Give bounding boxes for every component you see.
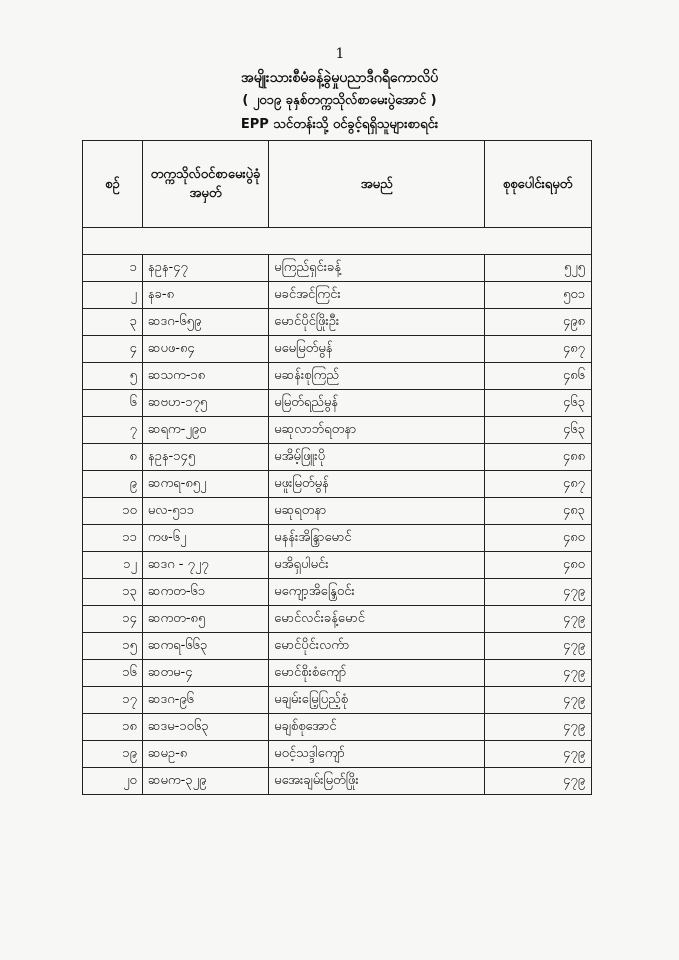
table-row (83, 579, 592, 606)
row-score: ၄၇၉ (485, 606, 592, 633)
row-score: ၄၆၃ (485, 417, 592, 444)
row-score: ၄၆၃ (485, 390, 592, 417)
table-row (83, 687, 592, 714)
row-name: မအိရှပါမင်း (269, 552, 485, 579)
row-no: ၁၂ (83, 552, 143, 579)
row-score: ၄၇၉ (485, 741, 592, 768)
table-row (83, 741, 592, 768)
row-no: ၂၀ (83, 768, 143, 795)
row-no: ၁၄ (83, 606, 143, 633)
row-no: ၁၃ (83, 579, 143, 606)
row-no: ၈ (83, 444, 143, 471)
row-name: မမေမြတ်မွန် (269, 336, 485, 363)
row-exam-id: ဆဒမ-၁၀၆၃ (142, 714, 268, 741)
row-score: ၄၇၉ (485, 714, 592, 741)
row-name: မအေးချမ်းမြတ်ဖြိုး (269, 768, 485, 795)
row-exam-id: ဆဒဂ-၉၆ (142, 687, 268, 714)
list-title: EPP သင်တန်းသို့ ဝင်ခွင့်ရရှိသူများစာရင်း (240, 117, 439, 132)
table-row (83, 444, 592, 471)
row-name: မနန်းအိန္ဒြာမောင် (269, 525, 485, 552)
row-score: ၄၈၀ (485, 525, 592, 552)
table-row (83, 390, 592, 417)
row-exam-id: နဥန-၁၄၅ (142, 444, 268, 471)
row-no: ၁၅ (83, 633, 143, 660)
row-score: ၄၇၉ (485, 579, 592, 606)
row-name: မဆန်းစုကြည် (269, 363, 485, 390)
row-exam-id: ဆမက-၃၂၉ (142, 768, 268, 795)
table-row (83, 471, 592, 498)
row-exam-id: ဆကတ-၆၁ (142, 579, 268, 606)
row-score: ၄၈၇ (485, 471, 592, 498)
row-score: ၄၇၉ (485, 768, 592, 795)
row-name: မဝင့်သဒ္ဒါကျော် (269, 741, 485, 768)
header-exam-id: တက္ကသိုလ်ဝင်စာမေးပွဲခုံအမှတ် (142, 141, 268, 228)
row-exam-id: ဆတမ-၄ (142, 660, 268, 687)
table-header-row (83, 141, 592, 228)
row-no: ၆ (83, 390, 143, 417)
table-row (83, 336, 592, 363)
row-no: ၁၉ (83, 741, 143, 768)
row-name: မဖူးမြတ်မွန် (269, 471, 485, 498)
row-exam-id: နခ-၈ (142, 282, 268, 309)
row-name: မအိမ့်ဖြူးပို (269, 444, 485, 471)
row-no: ၁၈ (83, 714, 143, 741)
row-score: ၄၇၉ (485, 633, 592, 660)
row-name: မကျော့အိန္ဒြေဝင်း (269, 579, 485, 606)
row-score: ၄၈၆ (485, 363, 592, 390)
table-row (83, 660, 592, 687)
row-no: ၁၀ (83, 498, 143, 525)
table-row (83, 768, 592, 795)
row-score: ၄၇၉ (485, 660, 592, 687)
table-row (83, 714, 592, 741)
row-exam-id: ဆမဥ-၈ (142, 741, 268, 768)
header-no: စဉ် (83, 141, 143, 228)
row-name: မချစ်စုအောင် (269, 714, 485, 741)
header-spacer (83, 228, 592, 255)
row-score: ၄၈၈ (485, 444, 592, 471)
header-score: စုစုပေါင်းရမှတ် (485, 141, 592, 228)
row-exam-id: ဆကရ-၆၆၃ (142, 633, 268, 660)
table-row (83, 498, 592, 525)
college-title: အမျိုးသားစီမံခန့်ခွဲမှုပညာဒီဂရီကောလိပ် (240, 70, 439, 86)
table-row (83, 255, 592, 282)
exam-year-subtitle: ( ၂၀၁၉ ခုနှစ်တက္ကသိုလ်စာမေးပွဲအောင် ) (242, 93, 437, 108)
row-exam-id: ဆဒဂ-၆၅၉ (142, 309, 268, 336)
row-score: ၄၇၉ (485, 687, 592, 714)
row-score: ၅၀၁ (485, 282, 592, 309)
table-row (83, 309, 592, 336)
table-row (83, 606, 592, 633)
row-no: ၇ (83, 417, 143, 444)
table-row (83, 363, 592, 390)
table-row (83, 282, 592, 309)
row-name: မကြည်ရှင်းခန့် (269, 255, 485, 282)
row-name: မောင်လင်းခန့်မောင် (269, 606, 485, 633)
table-row (83, 525, 592, 552)
row-name: မဆုလာဘ်ရတနာ (269, 417, 485, 444)
row-exam-id: ဆကရ-၈၅၂ (142, 471, 268, 498)
row-no: ၅ (83, 363, 143, 390)
row-exam-id: ဆဒဂ - ၇၂၇ (142, 552, 268, 579)
row-no: ၄ (83, 336, 143, 363)
row-name: မောင်ပိုင်းလက်ာ (269, 633, 485, 660)
row-exam-id: ဆသက-၁၈ (142, 363, 268, 390)
row-exam-id: ဆဗဟ-၁၇၅ (142, 390, 268, 417)
row-no: ၂ (83, 282, 143, 309)
row-no: ၁ (83, 255, 143, 282)
row-name: မခင်အင်ကြင်း (269, 282, 485, 309)
table-row (83, 633, 592, 660)
row-name: မောင်စိုးစံကျော် (269, 660, 485, 687)
row-exam-id: ဆပဖ-၈၄ (142, 336, 268, 363)
row-no: ၁၆ (83, 660, 143, 687)
row-score: ၄၈၀ (485, 552, 592, 579)
admission-table (82, 140, 592, 795)
row-no: ၃ (83, 309, 143, 336)
row-score: ၄၈၇ (485, 336, 592, 363)
table-row (83, 552, 592, 579)
row-score: ၅၂၅ (485, 255, 592, 282)
row-name: မောင်ပိုင်ဖြိုးဦး (269, 309, 485, 336)
row-score: ၄၉၈ (485, 309, 592, 336)
page-number: 1 (335, 46, 345, 62)
row-no: ၁၇ (83, 687, 143, 714)
row-score: ၄၈၃ (485, 498, 592, 525)
row-no: ၉ (83, 471, 143, 498)
row-exam-id: ဆကတ-၈၅ (142, 606, 268, 633)
header-name: အမည် (269, 141, 485, 228)
row-name: မမြတ်ရည်မွန် (269, 390, 485, 417)
row-exam-id: နဥန-၄၇ (142, 255, 268, 282)
row-name: မဆုရတနာ (269, 498, 485, 525)
row-no: ၁၁ (83, 525, 143, 552)
row-exam-id: မလ-၅၁၁ (142, 498, 268, 525)
table-row (83, 417, 592, 444)
row-exam-id: ဆရက-၂၉၀ (142, 417, 268, 444)
row-name: မချမ်းမြေ့ပြည့်စုံ (269, 687, 485, 714)
row-exam-id: ကဖ-၆၂ (142, 525, 268, 552)
